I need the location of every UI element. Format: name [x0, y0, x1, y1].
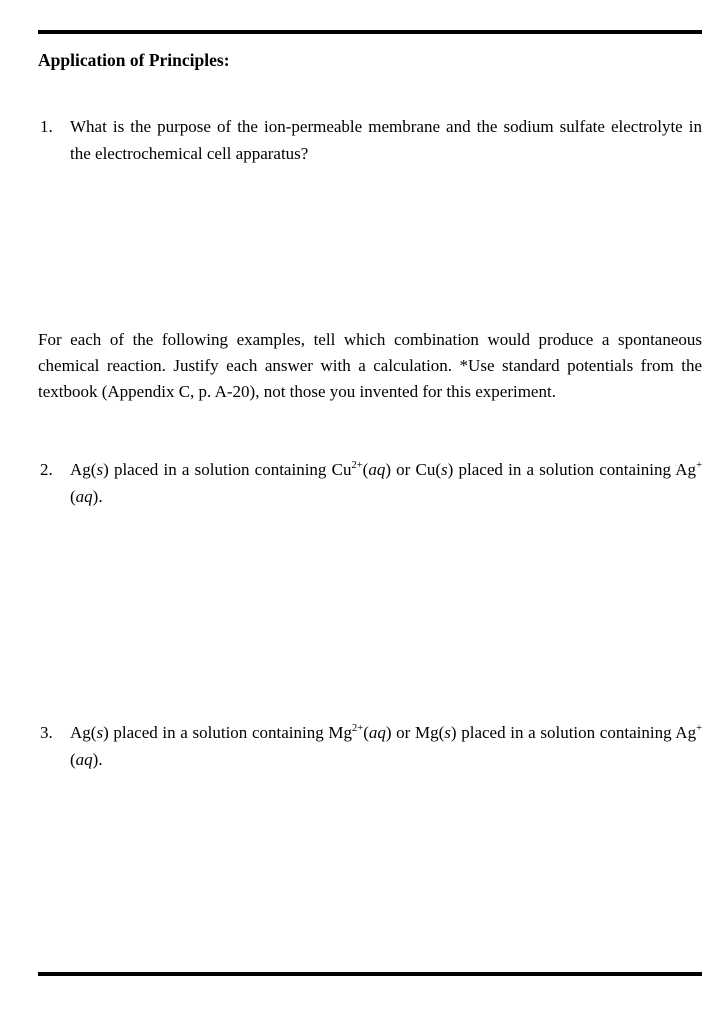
ion-charge: + [696, 723, 702, 734]
question-text: Ag(s) placed in a solution containing $Cu^{2+}(aq)$ or Cu(s) placed in a solution containing Ag+(aq). [70, 460, 702, 506]
question-number: 1. [40, 117, 53, 136]
bottom-rule [38, 972, 702, 976]
ion-charge: 2+ [351, 460, 363, 471]
question-number: 2. [40, 460, 53, 479]
question-text: What is the purpose of the ion-permeable membrane and the sodium sulfate electrolyte in the electrochemical cell apparatus? [70, 117, 702, 163]
ion-charge: + [696, 460, 702, 471]
top-rule [38, 30, 702, 34]
question-2 [38, 457, 702, 510]
instructions-paragraph: For each of the following examples, tell which combination would produce a spontaneous chemical reaction. Justify each answer with a calculation. *Use standard potentials from the textbook (Appendix C, p. A-20), not those you invented for this experiment. [38, 330, 702, 401]
ion-charge: 2+ [352, 723, 364, 734]
section-heading: Application of Principles: [38, 50, 230, 70]
question-text: Ag(s) placed in a solution containing $Mg^{2+}(aq)$ or Mg(s) placed in a solution containing Ag+(aq). [70, 723, 702, 769]
question-number: 3. [40, 723, 53, 742]
question-1 [38, 114, 702, 167]
question-3 [38, 720, 702, 773]
